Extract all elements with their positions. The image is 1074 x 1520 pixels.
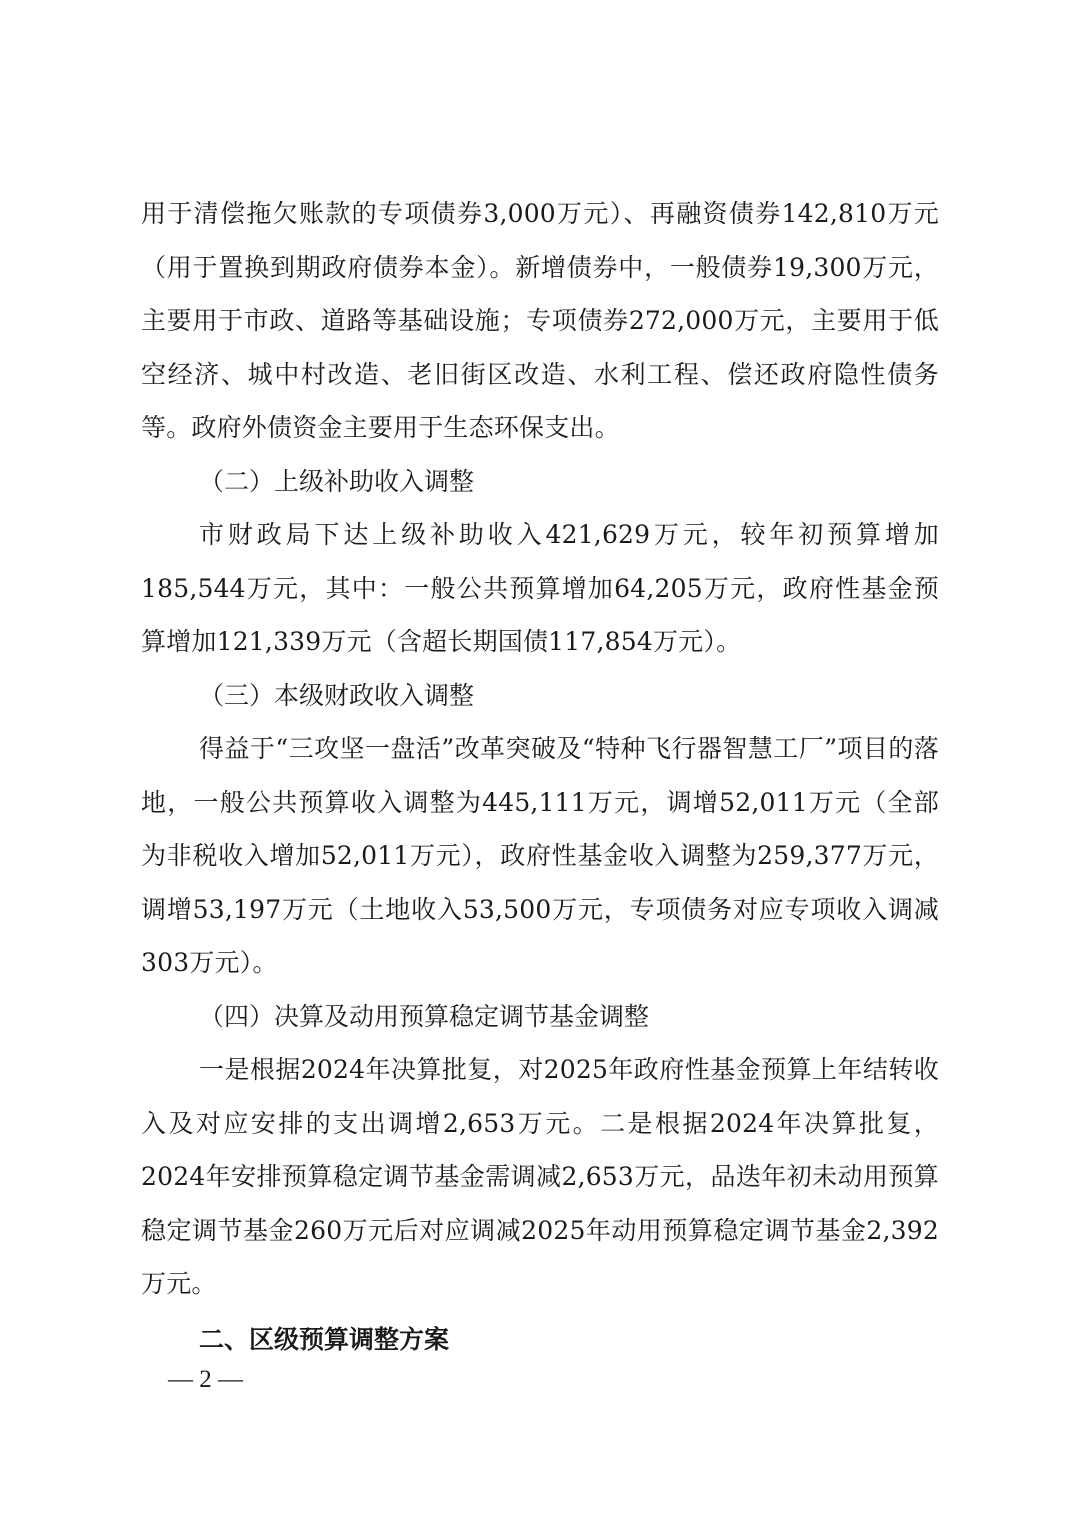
subheading-superior-subsidy: （二）上级补助收入调整 [199, 466, 475, 496]
paragraph-local-revenue: 得益于“三攻坚一盘活”改革突破及“特种飞行器智慧工厂”项目的落地，一般公共预算收入调整为445,111万元，调增52,011万元（全部为非税收入增加52,011万元），政府性基金收入调整为259,377万元，调增53,197万元（土地收入53,500万元，专项债务对应专项收入调减303万元）。 [141, 734, 939, 977]
document-body [141, 187, 939, 1366]
paragraph-final-accounts-stabilization-fund: 一是根据2024年决算批复，对2025年政府性基金预算上年结转收入及对应安排的支出调增2,653万元。二是根据2024年决算批复，2024年安排预算稳定调节基金需调减2,653万元，品迭年初未动用预算稳定调节基金260万元后对应调减2025年动用预算稳定调节基金2,392万元。 [141, 1055, 939, 1298]
subheading-local-revenue: （三）本级财政收入调整 [199, 680, 475, 710]
paragraph-superior-subsidy: 市财政局下达上级补助收入421,629万元，较年初预算增加185,544万元，其中：一般公共预算增加64,205万元，政府性基金预算增加121,339万元（含超长期国债117,854万元）。 [141, 520, 939, 656]
section-heading-district-budget-plan: 二、区级预算调整方案 [199, 1324, 450, 1354]
subheading-final-accounts-stabilization-fund: （四）决算及动用预算稳定调节基金调整 [199, 1001, 650, 1031]
paragraph-bond-usage: 用于清偿拖欠账款的专项债券3,000万元）、再融资债券142,810万元（用于置换到期政府债券本金）。新增债券中，一般债券19,300万元，主要用于市政、道路等基础设施；专项债券272,000万元，主要用于低空经济、城中村改造、老旧街区改造、水利工程、偿还政府隐性债务等。政府外债资金主要用于生态环保支出。 [141, 199, 939, 442]
page-number: — 2 — [168, 1366, 243, 1393]
